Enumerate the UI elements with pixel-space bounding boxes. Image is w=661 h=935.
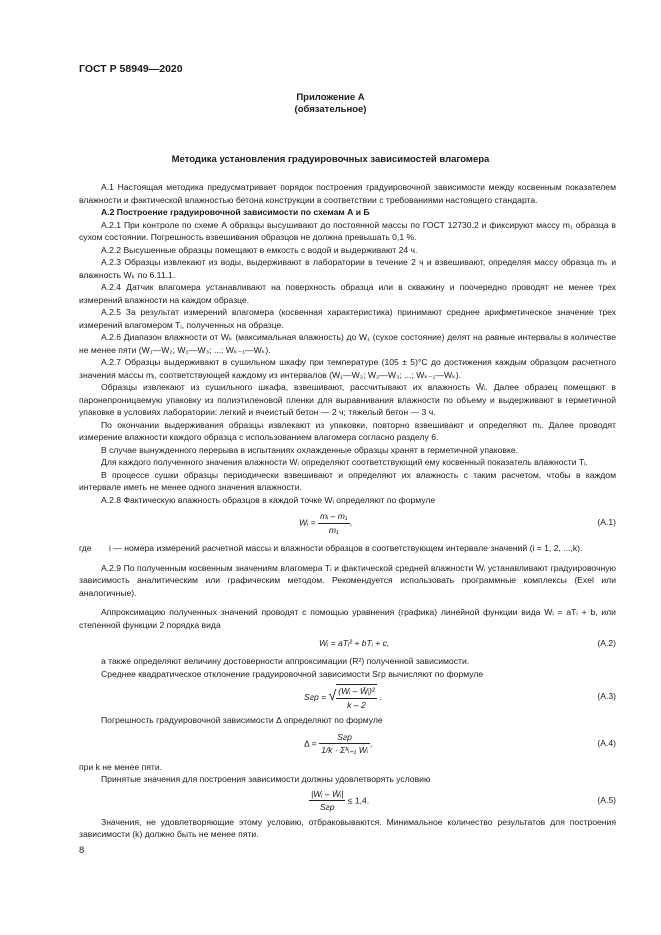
paragraph-a29b: Аппроксимацию полученных значений проводят с помощью уравнения (графика) линейной функции вида Wᵢ = aTᵢ + b, или степенной функции 2 порядка вида bbox=[79, 607, 616, 630]
paragraph-a26: А.2.6 Диапазон влажности от Wₖ (максимальная влажность) до W₁ (сухое состояние) делят на равные интервалы в количестве не менее пяти (W₁—W₂; W₂—W₃; ...; Wₖ₋₁—Wₖ). bbox=[79, 332, 616, 355]
formula-a4-number: (А.4) bbox=[597, 737, 616, 748]
formula-a5-number: (А.5) bbox=[597, 794, 616, 805]
formula-a1-number: (А.1) bbox=[597, 517, 616, 527]
formula-a3-tail: . bbox=[379, 691, 382, 702]
formula-a1-lhs: Wᵢ = bbox=[299, 517, 316, 528]
paragraph-a24: А.2.4 Датчик влагомера устанавливают на поверхность образца или в скважину и поочередно проводят не менее трех измерений влажности на каждом образце. bbox=[79, 282, 616, 305]
page-number: 8 bbox=[79, 845, 85, 856]
formula-a1-numerator: mᵢ – m₁ bbox=[318, 510, 350, 524]
formula-a4-lhs: Δ = bbox=[304, 737, 317, 748]
formula-a2 bbox=[79, 631, 616, 655]
formula-a1 bbox=[79, 506, 616, 538]
formula-a3-numerator: (Wᵢ – W̄ᵢ)² bbox=[336, 685, 377, 699]
formula-a5-denominator: Sгр bbox=[319, 802, 335, 812]
document-body bbox=[79, 181, 616, 841]
formula-a3-number: (А.3) bbox=[597, 691, 616, 701]
formula-a4-tail: , bbox=[369, 737, 373, 748]
formula-a5 bbox=[79, 786, 616, 816]
paragraph-a1: А.1 Настоящая методика предусматривает порядок построения градуировочной зависимости между косвенным показателем влажности и фактической влажностью бетона конструкции в соответствии с требованиями настоящего стандарта. bbox=[79, 182, 616, 205]
paragraph-final: Значения, не удовлетворяющие этому условию, отбраковываются. Минимальное количество результатов для построения зависимости (k) должно быть не менее пяти. bbox=[79, 816, 616, 839]
paragraph-a22: А.2.2 Высушенные образцы помещают в емкость с водой и выдерживают 24 ч. bbox=[101, 244, 418, 255]
paragraph-cond: Принятые значения для построения зависимости должны удовлетворять условию bbox=[101, 774, 431, 784]
formula-a3-denominator: k – 2 bbox=[347, 699, 366, 710]
paragraph-err: Погрешность градуировочной зависимости Δ определяют по формуле bbox=[101, 715, 383, 725]
paragraph-a27: А.2.7 Образцы выдерживают в сушильном шкафу при температуре (105 ± 5)°С до достижения каждым образцом расчетного значения массы mᵢ, соответствующей каждому из интервалов (W₁—W₂; W₂—W₃; ...; Wₖ₋₁—Wₖ). bbox=[79, 357, 616, 380]
where-label: где bbox=[79, 543, 92, 553]
paragraph-a29: А.2.9 По полученным косвенным значениям влагомера Tᵢ и фактической средней влажности Wᵢ устанавливают градуировочную зависимость аналитическим или графическим методом. Рекомендуется использовать программные комплексы (Exel или аналогичные). bbox=[79, 562, 616, 598]
formula-a3 bbox=[79, 680, 616, 714]
paragraph-a28: А.2.8 Фактическую влажность образцов в каждой точке Wᵢ определяют по формуле bbox=[101, 494, 436, 505]
paragraph-a21: А.2.1 При контроле по схеме А образцы высушивают до постоянной массы по ГОСТ 12730.2 и фиксируют массу m₁ образца в сухом состоянии. Погрешность взвешивания образцов не должна превышать 0,1 %. bbox=[79, 219, 616, 242]
standard-header: ГОСТ Р 58949—2020 bbox=[79, 63, 183, 75]
where-block bbox=[79, 542, 616, 555]
paragraph-a27c: По окончании выдерживания образцы извлекают из упаковки, повторно взвешивают и определяют mᵢ. Далее проводят измерение влажности каждого образца с использованием влагомера согласно разделу 6. bbox=[79, 419, 616, 442]
appendix-status: (обязательное) bbox=[294, 104, 367, 115]
formula-a3-lhs: Sгр = bbox=[304, 691, 327, 702]
paragraph-k5: при k не менее пяти. bbox=[79, 761, 163, 772]
paragraph-a27b: Образцы извлекают из сушильного шкафа, взвешивают, рассчитывают их влажность W̄ᵢ. Далее образец помещают в паронепроницаемую упаковку из полиэтиленовой пленки для выравнивания влажности по объему и выдерживают в герметичной упаковке в условиях лаборатории: легкий и ячеистый бетон — 2 ч; тяжелый бетон — 3 ч. bbox=[79, 382, 616, 417]
formula-a4-numerator: Sгр bbox=[319, 731, 370, 745]
formula-a2-number: (А.2) bbox=[597, 638, 616, 648]
paragraph-a25: А.2.5 За результат измерений влагомера (косвенная характеристика) принимают среднее арифметическое значение трех измерений влагомером Tᵢ, полученных на образце. bbox=[79, 307, 616, 330]
appendix-label: Приложение А bbox=[296, 92, 365, 103]
formula-a1-denominator: m₁ bbox=[328, 524, 339, 535]
formula-a5-numerator: |Wᵢ – W̄ᵢ| bbox=[309, 788, 345, 802]
formula-a2-expression: Wᵢ = aTᵢ² + bTᵢ + c, bbox=[319, 638, 390, 648]
heading-a2: А.2 Построение градуировочной зависимости по схемам А и Б bbox=[101, 207, 370, 217]
formula-a4-denominator: 1/k · Σᵏᵢ₌₁ Wᵢ bbox=[321, 745, 368, 755]
paragraph-r2: а также определяют величину достоверности аппроксимации (R²) полученной зависимости. bbox=[101, 656, 470, 666]
where-text: i — номера измерений расчетной массы и влажности образцов в соответствующем интервале значений (i = 1, 2, ...,k). bbox=[109, 543, 583, 553]
paragraph-sq: Среднее квадратическое отклонение градуировочной зависимости Sгр вычисляют по формуле bbox=[101, 668, 484, 679]
paragraph-a23: А.2.3 Образцы извлекают из воды, выдерживают в лаборатории в течение 2 ч и взвешивают, определяя массу образца mₖ и влажность Wₖ по 6.11.1. bbox=[79, 257, 616, 280]
formula-a5-tail: ≤ 1,4. bbox=[347, 794, 370, 805]
paragraph-a27f: В процессе сушки образцы периодически взвешивают и определяют их влажность с таким расчетом, чтобы в каждом интервале иметь не менее одного значения влажности. bbox=[79, 469, 616, 492]
sqrt-icon: √ bbox=[328, 686, 337, 703]
formula-a4 bbox=[79, 727, 616, 761]
formula-a1-tail: , bbox=[349, 517, 353, 528]
paragraph-a27d: В случае вынужденного перерыва в испытаниях охлажденные образцы хранят в герметичной упаковке. bbox=[101, 444, 518, 455]
paragraph-a27e: Для каждого полученного значения влажности Wᵢ определяют соответствующий ему косвенный показатель влажности Tᵢ. bbox=[101, 457, 588, 467]
appendix-title: Методика установления градуировочных зависимостей влагомера bbox=[171, 154, 490, 165]
